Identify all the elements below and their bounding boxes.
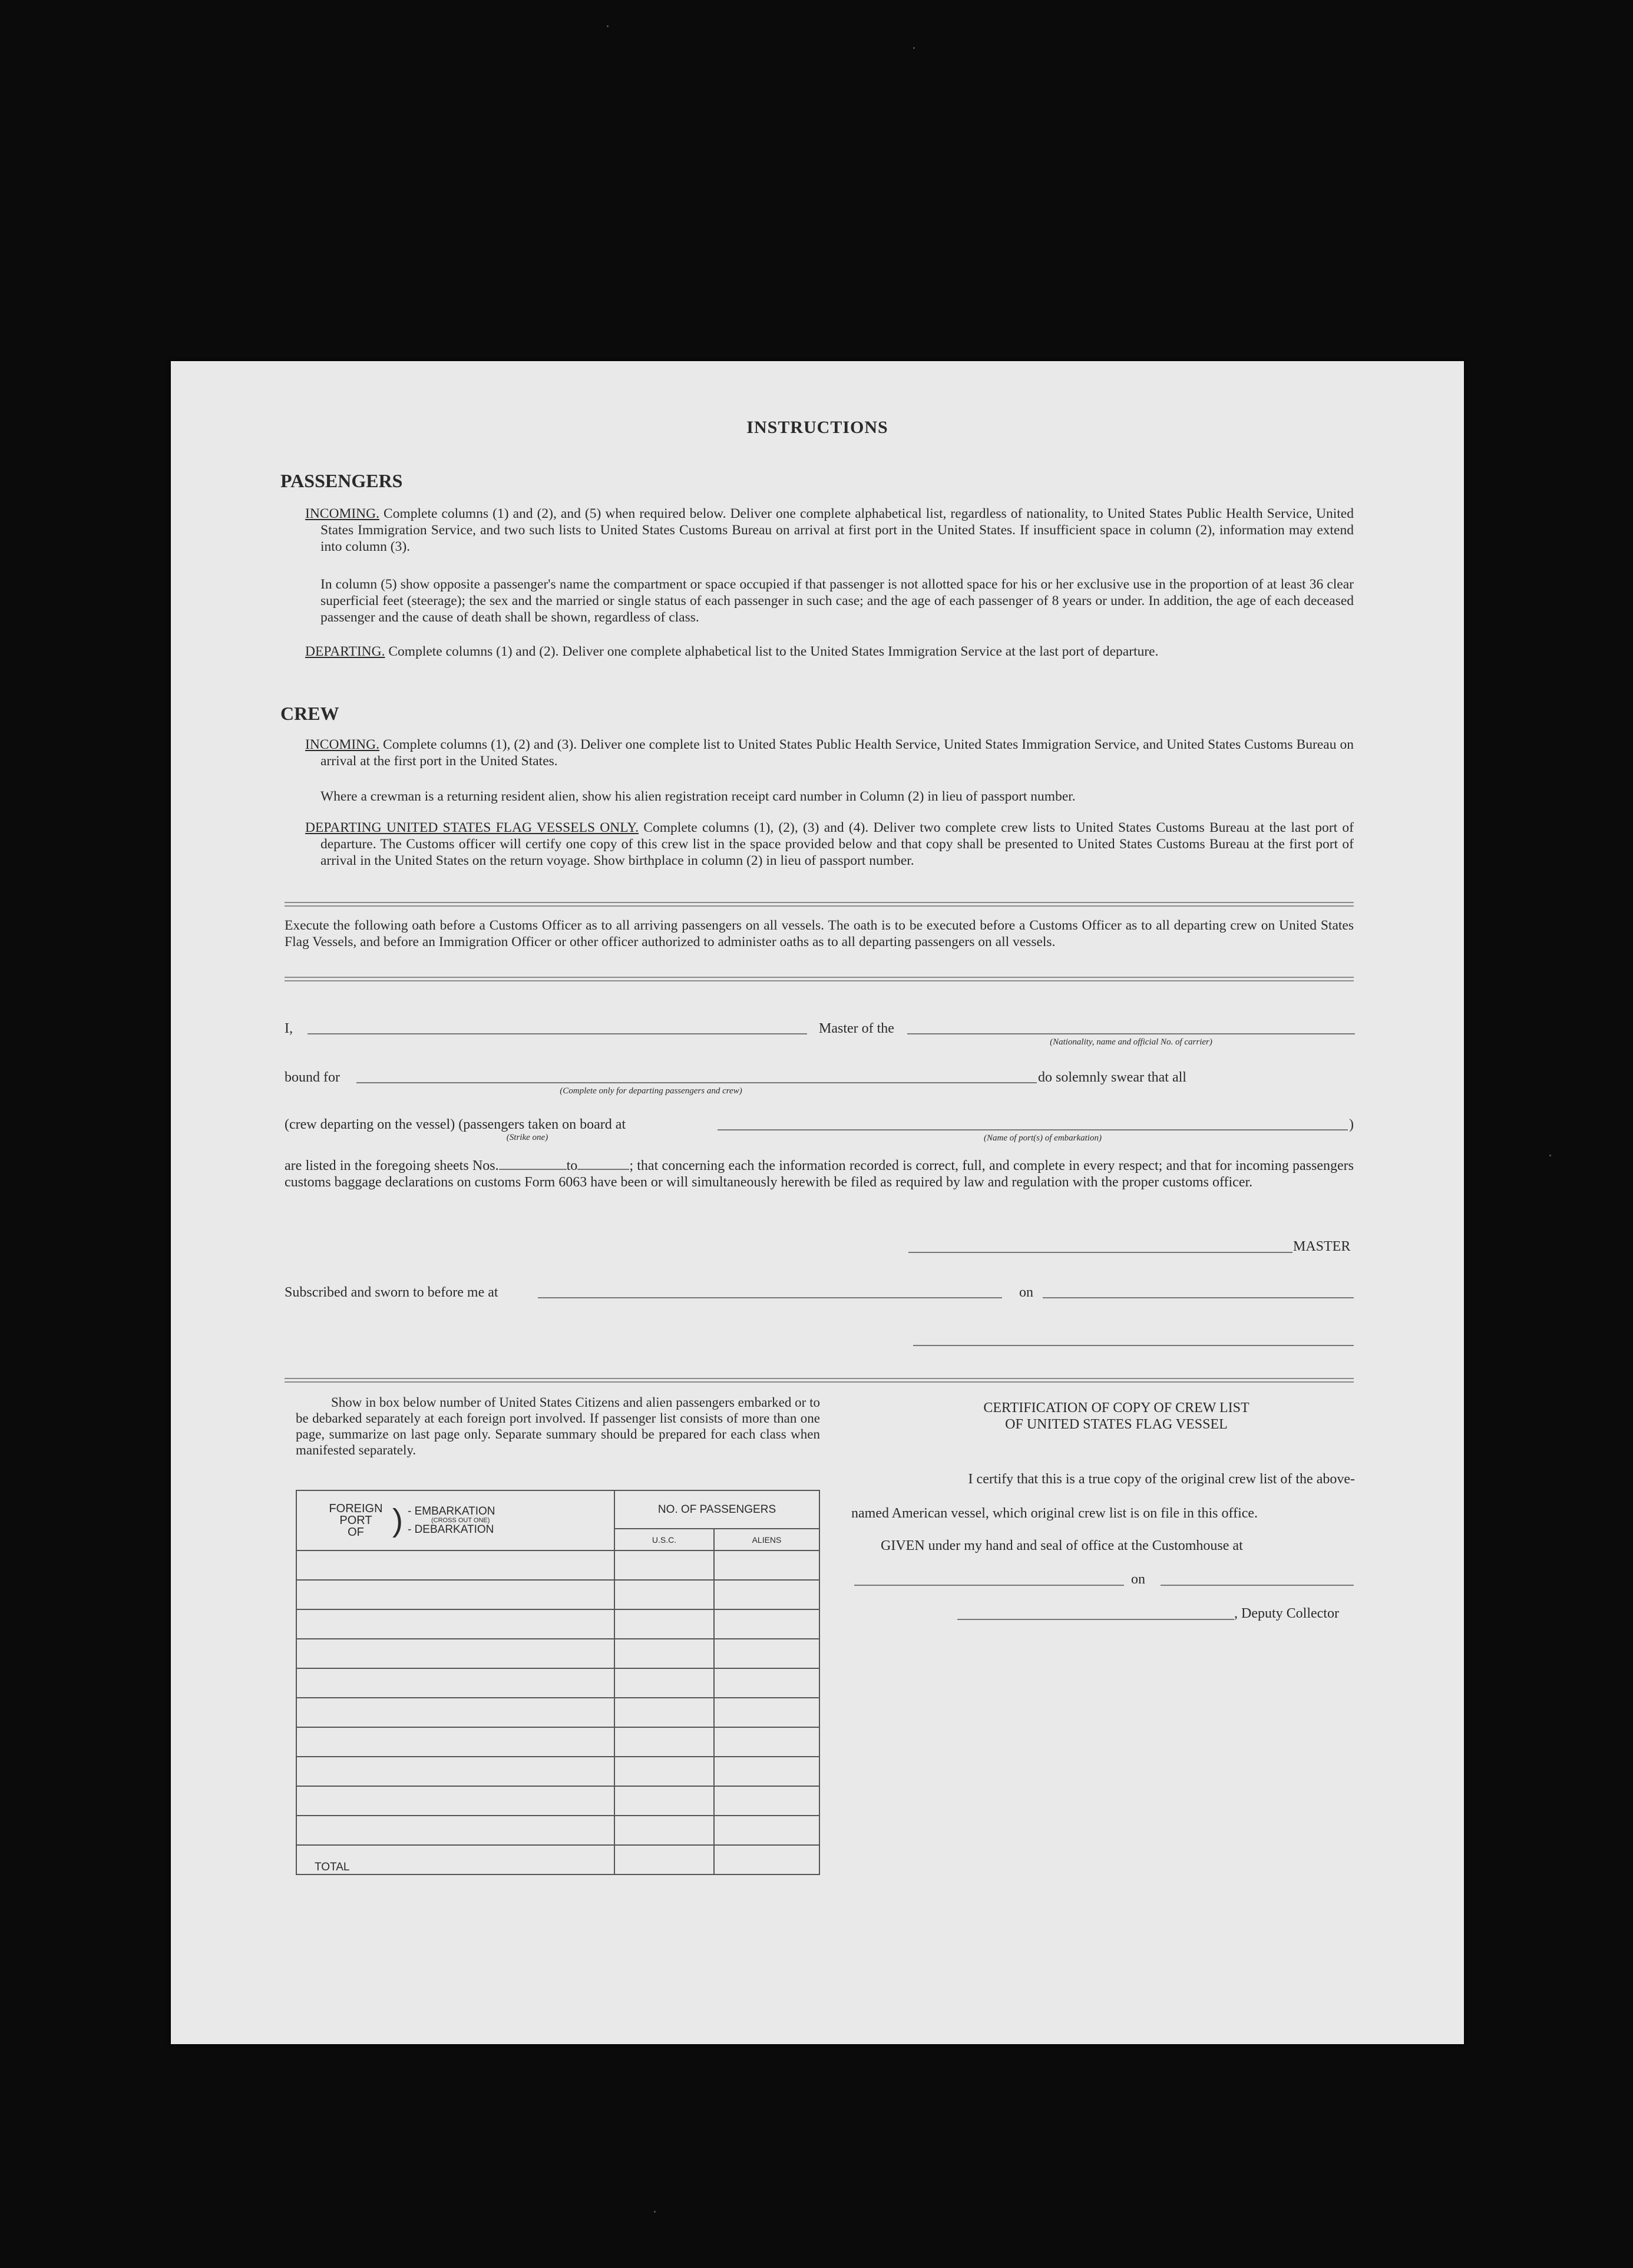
passengers-heading: PASSENGERS xyxy=(280,470,403,491)
aliens-cell[interactable] xyxy=(714,1550,819,1580)
subscribed-date-field[interactable] xyxy=(1043,1297,1354,1298)
certification-date-field[interactable] xyxy=(1161,1585,1354,1586)
passengers-column5-paragraph xyxy=(320,576,1354,626)
subscribed-place-field[interactable] xyxy=(538,1297,1002,1298)
strike-one-caption: (Strike one) xyxy=(506,1133,548,1142)
carrier-field[interactable] xyxy=(907,1033,1355,1034)
crew-incoming-paragraph xyxy=(305,736,1354,769)
dust-speck xyxy=(1549,1155,1551,1156)
passengers-departing-text: Complete columns (1) and (2). Deliver one complete alphabetical list to the United States Immigration Service at the last port of departure. xyxy=(385,644,1159,659)
master-label: MASTER xyxy=(1293,1239,1351,1254)
aliens-header: ALIENS xyxy=(714,1529,819,1550)
port-cell[interactable] xyxy=(296,1580,614,1609)
passengers-column5-text: In column (5) show opposite a passenger's name the compartment or space occupied if that passenger is not allotted space for his or her exclusive use in the proportion of at least 36 clear superficial feet (steerage); the sex and the married or single status of each passenger in such case; and the age of each passenger of 8 years or under. In addition, the age of each deceased passenger and the cause of death shall be shown, regardless of class. xyxy=(320,577,1354,625)
master-name-field[interactable] xyxy=(308,1033,807,1034)
brace: ) xyxy=(392,1503,403,1538)
usc-cell[interactable] xyxy=(614,1816,714,1845)
aliens-cell[interactable] xyxy=(714,1727,819,1757)
listed-paragraph xyxy=(285,1158,1354,1191)
officer-signature-field[interactable] xyxy=(913,1345,1354,1346)
crew-departing-text: Complete columns (1), (2), (3) and (4). Deliver two complete crew lists to United States Customs Bureau at the last port of departure. The Customs officer will certify one copy of this crew list in the space provided below and that copy shall be presented to United States Customs Bureau at the first port of arrival in the United States on the return voyage. Show birthplace in column (2) in lieu of passport number. xyxy=(320,820,1354,868)
passengers-incoming-label: INCOMING. xyxy=(305,506,379,521)
certification-line2: named American vessel, which original crew list is on file in this office. xyxy=(851,1506,1258,1521)
oath-intro-paragraph xyxy=(285,917,1354,950)
oath-intro-text: Execute the following oath before a Customs Officer as to all arriving passengers on all vessels. The oath is to be executed before a Customs Officer as to all departing crew on United States Flag Vessels, and before an Immigration Officer or other officer authorized to administer oaths as to all departing passengers on all vessels. xyxy=(285,918,1354,950)
embarkation-port-caption: (Name of port(s) of embarkation) xyxy=(984,1133,1102,1143)
double-rule xyxy=(285,1378,1354,1383)
bound-for-caption: (Complete only for departing passengers and crew) xyxy=(560,1086,742,1096)
usc-header: U.S.C. xyxy=(614,1529,714,1550)
certification-on-label: on xyxy=(1131,1572,1145,1587)
port-cell[interactable] xyxy=(296,1639,614,1668)
usc-cell[interactable] xyxy=(614,1727,714,1757)
passengers-incoming-text: Complete columns (1) and (2), and (5) when required below. Deliver one complete alphabetical list, regardless of nationality, to United States Public Health Service, United States Immigration Service, and two such lists to United States Customs Bureau on arrival at first port in the United States. If insufficient space in column (2), information may extend into column (3). xyxy=(320,506,1354,554)
aliens-cell[interactable] xyxy=(714,1698,819,1727)
usc-cell[interactable] xyxy=(614,1668,714,1698)
double-rule xyxy=(285,977,1354,981)
passengers-incoming-paragraph xyxy=(305,505,1354,555)
oath-i-label: I, xyxy=(285,1021,293,1036)
passenger-summary-table xyxy=(296,1490,820,1875)
cross-out-label: (CROSS OUT ONE) xyxy=(431,1517,490,1524)
usc-cell[interactable] xyxy=(614,1786,714,1816)
master-signature-field[interactable] xyxy=(908,1252,1292,1253)
listed-rest: ; that concerning each the information recorded is correct, full, and complete in every respect; and that for incoming passengers customs baggage declarations on customs Form 6063 have been or will simultaneously herewith be filed as required by law and regulation with the proper customs officer. xyxy=(285,1158,1354,1190)
certification-title-line1: CERTIFICATION OF COPY OF CREW LIST xyxy=(983,1400,1249,1416)
close-paren: ) xyxy=(1349,1117,1354,1132)
crew-departing-passengers-text: (crew departing on the vessel) (passengers taken on board at xyxy=(285,1117,626,1132)
no-of-passengers-header: NO. OF PASSENGERS xyxy=(614,1490,819,1529)
swear-text: do solemnly swear that all xyxy=(1038,1070,1186,1085)
summary-intro-paragraph xyxy=(296,1394,820,1458)
subscribed-on-label: on xyxy=(1019,1285,1033,1300)
crew-departing-label: DEPARTING UNITED STATES FLAG VESSELS ONLY. xyxy=(305,820,639,835)
carrier-caption: (Nationality, name and official No. of carrier) xyxy=(1050,1037,1212,1047)
bound-for-field[interactable] xyxy=(356,1082,1037,1083)
usc-cell[interactable] xyxy=(614,1757,714,1786)
dust-speck xyxy=(607,25,609,27)
aliens-cell[interactable] xyxy=(714,1786,819,1816)
port-cell[interactable] xyxy=(296,1609,614,1639)
certification-title-line2: OF UNITED STATES FLAG VESSEL xyxy=(1005,1417,1228,1432)
dust-speck xyxy=(654,2211,656,2213)
sheet-from-field[interactable] xyxy=(499,1169,567,1170)
crew-resident-paragraph xyxy=(320,788,1354,805)
passengers-departing-paragraph xyxy=(305,643,1354,660)
port-cell[interactable] xyxy=(296,1816,614,1845)
usc-cell[interactable] xyxy=(614,1609,714,1639)
aliens-cell[interactable] xyxy=(714,1668,819,1698)
embarkation-port-field[interactable] xyxy=(718,1129,1348,1130)
foreign-port-of-label: FOREIGN PORT OF xyxy=(329,1502,383,1539)
aliens-total-cell[interactable] xyxy=(714,1845,819,1874)
port-cell[interactable] xyxy=(296,1786,614,1816)
customhouse-field[interactable] xyxy=(854,1585,1124,1586)
usc-cell[interactable] xyxy=(614,1550,714,1580)
certification-line1: I certify that this is a true copy of the original crew list of the above- xyxy=(968,1472,1355,1487)
port-cell[interactable] xyxy=(296,1698,614,1727)
aliens-cell[interactable] xyxy=(714,1580,819,1609)
page-title: INSTRUCTIONS xyxy=(746,418,888,437)
dust-speck xyxy=(913,47,915,49)
bound-for-label: bound for xyxy=(285,1070,340,1085)
crew-incoming-label: INCOMING. xyxy=(305,737,379,752)
embarkation-label: - EMBARKATION xyxy=(407,1505,495,1517)
aliens-cell[interactable] xyxy=(714,1639,819,1668)
document-page xyxy=(171,361,1464,2044)
to-label: to xyxy=(566,1158,578,1173)
double-rule xyxy=(285,902,1354,907)
usc-cell[interactable] xyxy=(614,1698,714,1727)
certification-title xyxy=(878,1400,1355,1433)
aliens-cell[interactable] xyxy=(714,1609,819,1639)
port-cell[interactable] xyxy=(296,1727,614,1757)
sheet-to-field[interactable] xyxy=(577,1169,629,1170)
crew-incoming-text: Complete columns (1), (2) and (3). Deliver one complete list to United States Public Health Service, United States Immigration Service, and United States Customs Bureau on arrival at the first port in the United States. xyxy=(320,737,1354,769)
crew-heading: CREW xyxy=(280,703,339,724)
usc-total-cell[interactable] xyxy=(614,1845,714,1874)
port-cell[interactable] xyxy=(296,1757,614,1786)
listed-prefix: are listed in the foregoing sheets Nos. xyxy=(285,1158,499,1173)
port-header-cell xyxy=(296,1490,614,1550)
port-cell[interactable] xyxy=(296,1550,614,1580)
master-of-the-label: Master of the xyxy=(819,1021,894,1036)
debarkation-label: - DEBARKATION xyxy=(407,1523,494,1536)
aliens-cell[interactable] xyxy=(714,1816,819,1845)
certification-line3: GIVEN under my hand and seal of office at the Customhouse at xyxy=(881,1538,1243,1553)
usc-cell[interactable] xyxy=(614,1639,714,1668)
usc-cell[interactable] xyxy=(614,1580,714,1609)
aliens-cell[interactable] xyxy=(714,1757,819,1786)
deputy-signature-field[interactable] xyxy=(957,1619,1234,1620)
crew-departing-paragraph xyxy=(305,819,1354,869)
total-label: TOTAL xyxy=(296,1845,614,1874)
subscribed-label: Subscribed and sworn to before me at xyxy=(285,1285,498,1300)
crew-resident-text: Where a crewman is a returning resident alien, show his alien registration receipt card number in Column (2) in lieu of passport number. xyxy=(320,789,1076,804)
passengers-departing-label: DEPARTING. xyxy=(305,644,385,659)
summary-intro-text: Show in box below number of United States Citizens and alien passengers embarked or to be debarked separately at each foreign port involved. If passenger list consists of more than one page, summarize on last page only. Separate summary should be prepared for each class when manifested separately. xyxy=(296,1395,820,1457)
port-cell[interactable] xyxy=(296,1668,614,1698)
deputy-collector-label: , Deputy Collector xyxy=(1234,1606,1339,1621)
